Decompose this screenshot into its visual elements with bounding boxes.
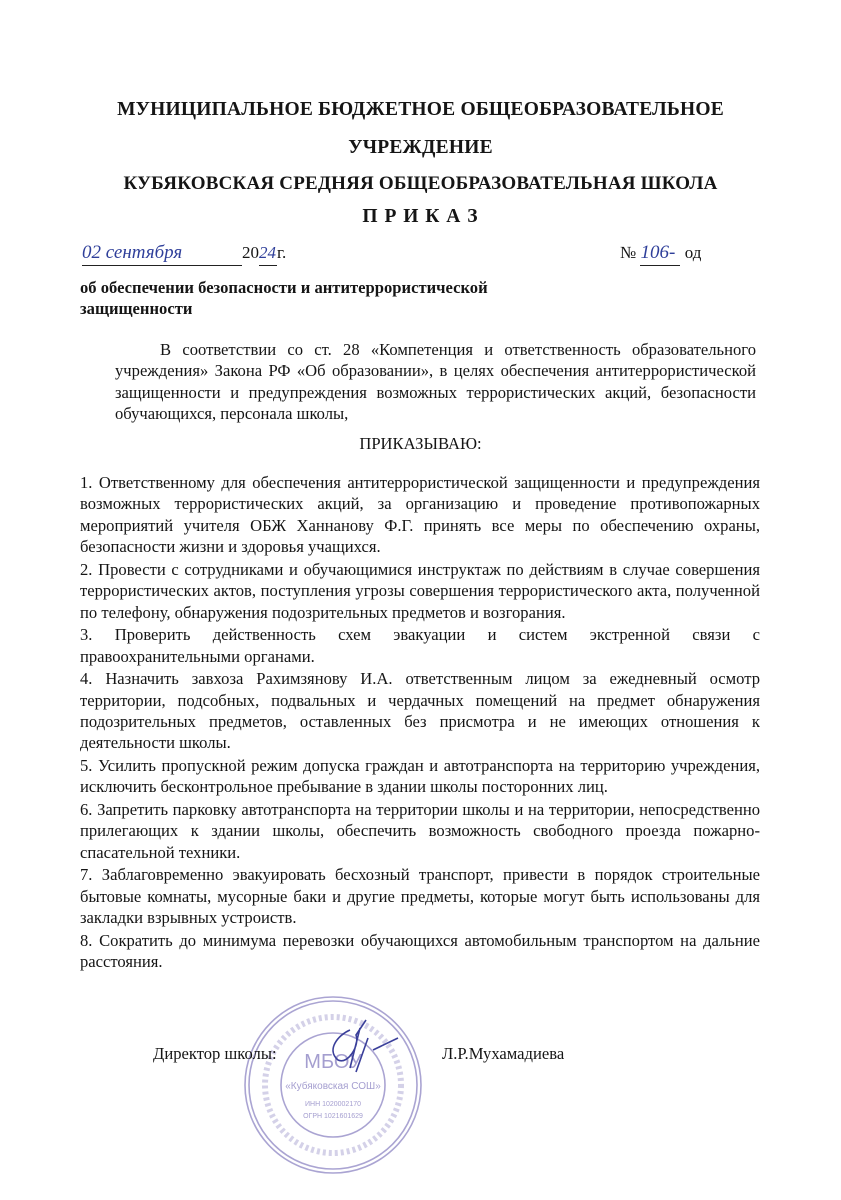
school-stamp (238, 990, 428, 1180)
order-item-2: 2. Провести с сотрудниками и обучающимися инструктаж по действиям в случае совершения террористических актов, поступления угрозы совершения террористического акта, полученной по телефону, обнаружения подозрительных предметов и возгорания. (80, 559, 760, 622)
order-item-7: 7. Заблаговременно эвакуировать бесхозный транспорт, привести в порядок строительные бытовые комнаты, мусорные баки и другие предметы, которые могут быть использованы для закладки взрывных устроиств. (80, 865, 760, 928)
number-value: 106- (640, 241, 680, 266)
signer-name: Л.Р.Мухамадиева (442, 1044, 565, 1063)
number-suffix: од (684, 243, 702, 262)
order-items (80, 472, 760, 974)
order-item-5: 5. Усилить пропускной режим допуска граждан и автотранспорта на территорию учреждения, исключить бесконтрольное пребывание в здании школы посторонних лиц. (80, 756, 760, 797)
stamp-ogrn: ОГРН 1021601629 (303, 1113, 363, 1120)
order-subject (80, 277, 488, 319)
order-item-6: 6. Запретить парковку автотранспорта на территории школы и на территории, непосредственно прилегающих к здании школы, обеспечить возможность свободного проезда пожарно-спасательной техники. (80, 800, 760, 862)
order-item-1: 1. Ответственному для обеспечения антитеррористической защищенности и предупреждения возможных террористических акций, за организацию и проведение противопожарных мероприятий учителя ОБЖ Ханнанову Ф.Г. принять все меры по обеспечению охраны, безопасности жизни и здоровья учащихся. (80, 473, 760, 557)
order-item-3: 3. Проверить действенность схем эвакуации и систем экстренной связи с правоохранительными органами. (80, 625, 760, 666)
order-item-8: 8. Сократить до минимума перевозки обучающихся автомобильным транспортом на дальние расстояния. (80, 930, 760, 972)
order-word: ПРИКАЗЫВАЮ: (359, 434, 482, 453)
number-sign: № (620, 243, 637, 262)
date-year-prefix: 20 (242, 243, 259, 262)
date-day-month: 02 сентября (82, 241, 242, 266)
order-item-4: 4. Назначить завхоза Рахимзянову И.А. ответственным лицом за ежедневный осмотр территории, подсобных, подвальных и чердачных помещений на предмет обнаружения подозрительных предметов, оставленных без присмотра и не имеющих отношения к деятельности школы. (80, 669, 760, 753)
order-date (82, 241, 286, 266)
date-year: 24 (259, 241, 277, 266)
stamp-center-top: МБОУ (304, 1051, 362, 1073)
stamp-center-bottom: «Кубяковская СОШ» (285, 1081, 381, 1092)
order-number (620, 241, 701, 266)
doc-type-title: П Р И К А З (362, 206, 479, 227)
preamble: В соответствии со ст. 28 «Компетенция и ответственность образовательного учреждения» Закона РФ «Об образовании», в целях обеспечения антитеррористической защищенности и предупреждения возможных террористических акций, безопасности обучающихся, персонала школы, (115, 340, 756, 424)
subject-line2: защищенности (80, 299, 193, 318)
date-year-suffix: г. (277, 243, 287, 262)
stamp-inn: ИНН 1020002170 (304, 1101, 362, 1108)
signer-position: Директор школы: (153, 1044, 277, 1063)
org-name-line1: МУНИЦИПАЛЬНОЕ БЮДЖЕТНОЕ ОБЩЕОБРАЗОВАТЕЛЬНОЕ (117, 99, 724, 120)
school-name: КУБЯКОВСКАЯ СРЕДНЯЯ ОБЩЕОБРАЗОВАТЕЛЬНАЯ ШКОЛА (123, 173, 718, 194)
org-name-line2: УЧРЕЖДЕНИЕ (348, 137, 493, 158)
subject-line1: об обеспечении безопасности и антитеррористической (80, 278, 488, 297)
